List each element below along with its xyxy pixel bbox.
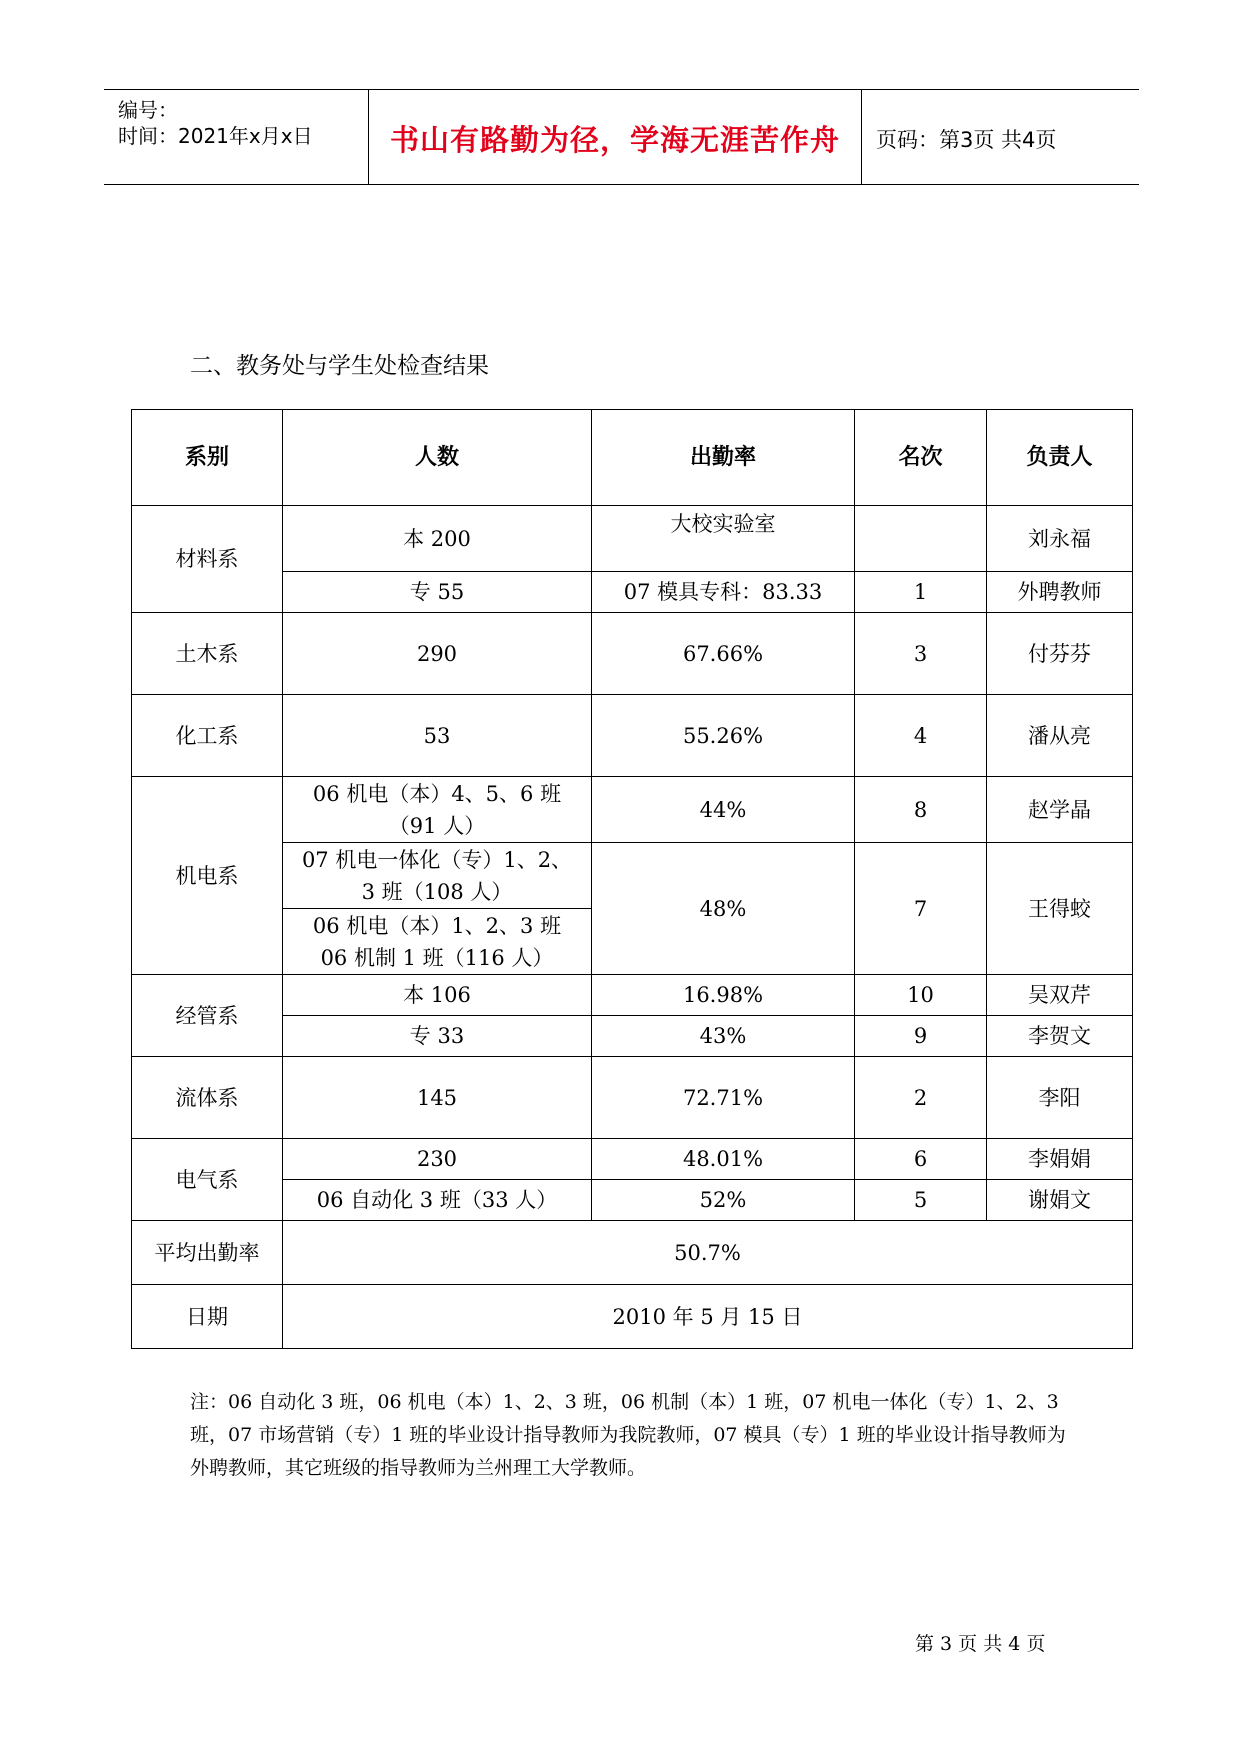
dept-cell: 电气系 xyxy=(132,1139,283,1221)
count-line: 06 机电（本）1、2、3 班 xyxy=(312,913,562,938)
header-rank: 名次 xyxy=(855,410,987,506)
table-row xyxy=(132,777,1133,843)
rate-cell: 16.98% xyxy=(592,975,855,1016)
rate-cell: 07 模具专科：83.33 xyxy=(592,572,855,613)
rank-cell: 10 xyxy=(855,975,987,1016)
header-dept: 系别 xyxy=(132,410,283,506)
table-row xyxy=(132,1016,1133,1057)
count-cell: 230 xyxy=(283,1139,592,1180)
count-cell xyxy=(283,777,592,843)
table-row xyxy=(132,506,1133,572)
date-row xyxy=(132,1285,1133,1349)
rate-cell: 52% xyxy=(592,1180,855,1221)
count-cell: 专 55 xyxy=(283,572,592,613)
table-row xyxy=(132,572,1133,613)
rank-cell: 1 xyxy=(855,572,987,613)
rate-cell: 67.66% xyxy=(592,613,855,695)
count-line: 06 机电（本）4、5、6 班 xyxy=(312,781,562,806)
average-row xyxy=(132,1221,1133,1285)
header-page-cell xyxy=(862,90,1139,184)
person-cell: 李贺文 xyxy=(987,1016,1133,1057)
motto: 书山有路勤为径，学海无涯苦作舟 xyxy=(389,123,840,157)
table-row xyxy=(132,1057,1133,1139)
count-line: 06 机制 1 班（116 人） xyxy=(320,945,554,970)
rate-cell: 48% xyxy=(592,843,855,975)
average-value: 50.7% xyxy=(283,1221,1133,1285)
person-cell: 吴双芹 xyxy=(987,975,1133,1016)
dept-cell: 机电系 xyxy=(132,777,283,975)
person-cell: 王得蛟 xyxy=(987,843,1133,975)
person-cell: 谢娟文 xyxy=(987,1180,1133,1221)
table-row xyxy=(132,1180,1133,1221)
table-row xyxy=(132,1139,1133,1180)
dept-cell: 经管系 xyxy=(132,975,283,1057)
rate-cell: 大校实验室 xyxy=(592,506,855,572)
rank-cell: 8 xyxy=(855,777,987,843)
page-footer: 第 3 页 共 4 页 xyxy=(915,1633,1046,1655)
table-row xyxy=(132,695,1133,777)
dept-cell: 材料系 xyxy=(132,506,283,613)
table-row xyxy=(132,843,1133,909)
count-cell: 06 自动化 3 班（33 人） xyxy=(283,1180,592,1221)
rank-cell: 2 xyxy=(855,1057,987,1139)
rank-cell: 7 xyxy=(855,843,987,975)
dept-cell: 化工系 xyxy=(132,695,283,777)
rank-cell: 6 xyxy=(855,1139,987,1180)
person-cell: 付芬芬 xyxy=(987,613,1133,695)
number-label: 编号： xyxy=(118,98,178,122)
footnote: 注：06 自动化 3 班，06 机电（本）1、2、3 班，06 机制（本）1 班，07 机电一体化（专）1、2、3 班，07 市场营销（专）1 班的毕业设计指导教师为我院教师，07 模具（专）1 班的毕业设计指导教师为外聘教师，其它班级的指导教师为兰州理工大学教师。 xyxy=(190,1391,1066,1479)
date-label: 日期 xyxy=(132,1285,283,1349)
person-cell: 刘永福 xyxy=(987,506,1133,572)
time-label: 时间：2021年x月x日 xyxy=(118,124,313,148)
count-cell: 145 xyxy=(283,1057,592,1139)
person-cell: 李娟娟 xyxy=(987,1139,1133,1180)
page-info: 页码：第3页 共4页 xyxy=(876,128,1057,152)
rank-cell: 9 xyxy=(855,1016,987,1057)
person-cell: 赵学晶 xyxy=(987,777,1133,843)
date-value: 2010 年 5 月 15 日 xyxy=(283,1285,1133,1349)
count-cell: 290 xyxy=(283,613,592,695)
table-header-row xyxy=(132,410,1133,506)
header-person: 负责人 xyxy=(987,410,1133,506)
rate-cell: 72.71% xyxy=(592,1057,855,1139)
rate-cell: 48.01% xyxy=(592,1139,855,1180)
dept-cell: 流体系 xyxy=(132,1057,283,1139)
count-cell xyxy=(283,843,592,909)
person-cell: 潘从亮 xyxy=(987,695,1133,777)
header-count: 人数 xyxy=(283,410,592,506)
rate-cell: 44% xyxy=(592,777,855,843)
header-rate: 出勤率 xyxy=(592,410,855,506)
count-cell: 专 33 xyxy=(283,1016,592,1057)
count-line: 07 机电一体化（专）1、2、 xyxy=(301,847,573,872)
section-title: 二、教务处与学生处检查结果 xyxy=(190,353,489,379)
rate-cell: 43% xyxy=(592,1016,855,1057)
person-cell: 李阳 xyxy=(987,1057,1133,1139)
page-header xyxy=(104,89,1139,185)
count-cell: 53 xyxy=(283,695,592,777)
count-cell: 本 106 xyxy=(283,975,592,1016)
header-info-cell xyxy=(104,90,368,184)
dept-cell: 土木系 xyxy=(132,613,283,695)
average-label: 平均出勤率 xyxy=(132,1221,283,1285)
rate-cell: 55.26% xyxy=(592,695,855,777)
rank-cell: 4 xyxy=(855,695,987,777)
attendance-table xyxy=(131,409,1133,1349)
count-cell: 本 200 xyxy=(283,506,592,572)
header-motto-cell xyxy=(368,90,862,184)
count-cell xyxy=(283,909,592,975)
count-line: 3 班（108 人） xyxy=(361,879,513,904)
rank-cell xyxy=(855,506,987,572)
count-line: （91 人） xyxy=(388,813,486,838)
table-row xyxy=(132,975,1133,1016)
person-cell: 外聘教师 xyxy=(987,572,1133,613)
table-row xyxy=(132,613,1133,695)
rank-cell: 5 xyxy=(855,1180,987,1221)
rank-cell: 3 xyxy=(855,613,987,695)
